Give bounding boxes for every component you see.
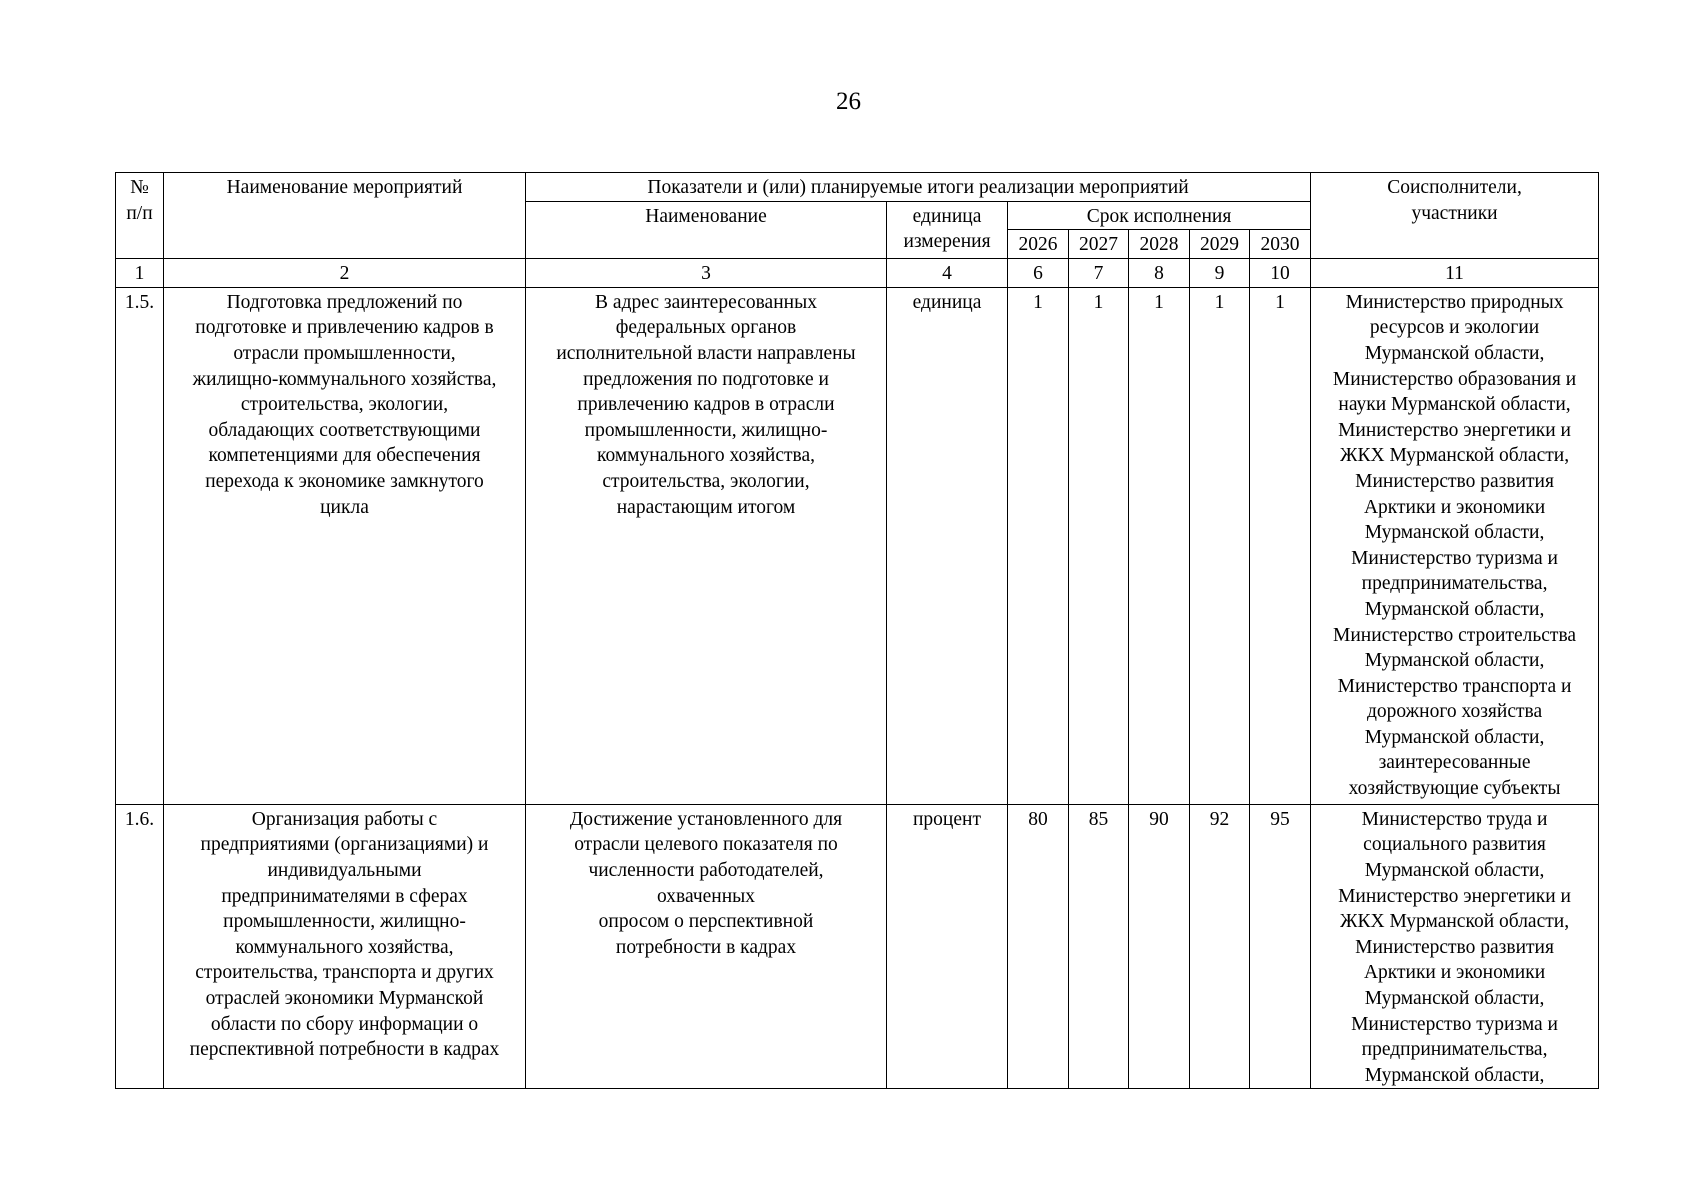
column-number: 9 [1190,258,1250,287]
column-number: 10 [1250,258,1311,287]
row-unit: единица [887,287,1008,804]
row-value: 90 [1129,804,1190,1089]
row-participants: Министерство труда и социального развития Мурманской области, Министерство энергетики и ЖКХ Мурманской области, Министерство развития Арктики и экономики Мурманской области, Министерство туризма и предпринимательства, Мурманской области, [1311,804,1599,1089]
column-number: 8 [1129,258,1190,287]
header-year: 2029 [1190,230,1250,259]
column-number: 7 [1069,258,1129,287]
row-unit: процент [887,804,1008,1089]
measures-table [115,172,1599,1089]
column-number: 11 [1311,258,1599,287]
row-value: 85 [1069,804,1129,1089]
row-event: Организация работы с предприятиями (организациями) и индивидуальными предпринимателями в сферах промышленности, жилищно- коммунального хозяйства, строительства, транспорта и других отраслей экономики Мурманской области по сбору информации о перспективной потребности в кадрах [164,804,526,1089]
row-event: Подготовка предложений по подготовке и привлечению кадров в отрасли промышленности, жилищно-коммунального хозяйства, строительства, экологии, обладающих соответствующими компетенциями для обеспечения перехода к экономике замкнутого цикла [164,287,526,804]
header-year: 2027 [1069,230,1129,259]
header-year: 2030 [1250,230,1311,259]
column-number: 1 [116,258,164,287]
header-indicator-name: Наименование [526,201,887,258]
header-row-1 [116,173,1599,202]
row-value: 80 [1008,804,1069,1089]
header-year: 2028 [1129,230,1190,259]
header-indicators-group: Показатели и (или) планируемые итоги реализации мероприятий [526,173,1311,202]
header-event-name: Наименование мероприятий [164,173,526,259]
header-co-executors: Соисполнители, участники [1311,173,1599,259]
header-year: 2026 [1008,230,1069,259]
row-value: 1 [1250,287,1311,804]
row-value: 92 [1190,804,1250,1089]
page-number: 26 [836,88,861,115]
header-term: Срок исполнения [1008,201,1311,230]
row-value: 1 [1190,287,1250,804]
row-indicator: Достижение установленного для отрасли целевого показателя по численности работодателей, охваченных опросом о перспективной потребности в кадрах [526,804,887,1089]
row-num: 1.5. [116,287,164,804]
table-row [116,804,1599,1089]
row-num: 1.6. [116,804,164,1089]
header-num: № п/п [116,173,164,259]
header-unit: единица измерения [887,201,1008,258]
row-value: 1 [1069,287,1129,804]
column-number: 2 [164,258,526,287]
column-number-row [116,258,1599,287]
column-number: 4 [887,258,1008,287]
row-value: 95 [1250,804,1311,1089]
row-participants: Министерство природных ресурсов и экологии Мурманской области, Министерство образования и науки Мурманской области, Министерство энергетики и ЖКХ Мурманской области, Министерство развития Арктики и экономики Мурманской области, Министерство туризма и предпринимательства, Мурманской области, Министерство строительства Мурманской области, Министерство транспорта и дорожного хозяйства Мурманской области, заинтересованные хозяйствующие субъекты [1311,287,1599,804]
row-indicator: В адрес заинтересованных федеральных органов исполнительной власти направлены предложения по подготовке и привлечению кадров в отрасли промышленности, жилищно- коммунального хозяйства, строительства, экологии, нарастающим итогом [526,287,887,804]
row-value: 1 [1129,287,1190,804]
column-number: 3 [526,258,887,287]
column-number: 6 [1008,258,1069,287]
table-row [116,287,1599,804]
row-value: 1 [1008,287,1069,804]
